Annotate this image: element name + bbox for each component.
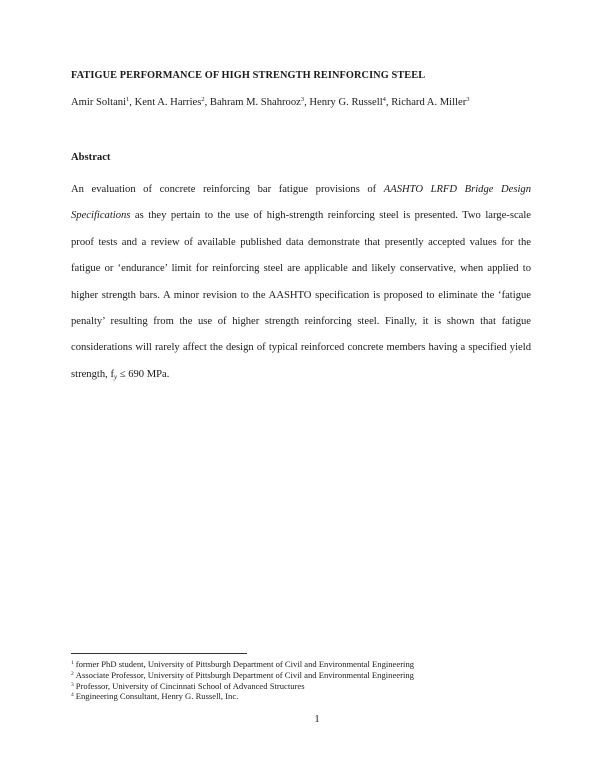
footnote: $^2$ Associate Professor, University of Pittsburgh Department of Civil and Environmental Engineering [71, 669, 414, 680]
affiliation-mark: 3 [466, 96, 470, 103]
author: Amir Soltani [71, 97, 127, 108]
affiliation-mark: 4 [382, 96, 386, 103]
footnote: $^4$ Engineering Consultant, Henry G. Russell, Inc. [71, 691, 239, 702]
author: Kent A. Harries [134, 97, 202, 108]
page-number: 1 [314, 714, 320, 725]
yield-strength-symbol: f [110, 368, 114, 380]
footnote: $^1$ former PhD student, University of Pittsburgh Department of Civil and Environmental Engineering [71, 659, 415, 669]
author: Bahram M. Shahrooz [209, 97, 301, 108]
affiliation-mark: 1 [126, 96, 130, 103]
footnote-divider [71, 653, 247, 654]
author: Henry G. Russell [309, 97, 383, 108]
footnotes [71, 659, 531, 702]
author-list: Amir Soltani$^1$, Kent A. Harries$^2$, Bahram M. Shahrooz$^3$, Henry G. Russell$^4$, Richard A. Miller$^3$ [71, 96, 470, 108]
affiliation-mark: 2 [201, 96, 205, 103]
abstract-heading: Abstract [71, 152, 111, 163]
affiliation-mark: 3 [300, 96, 305, 103]
author: Richard A. Miller [391, 97, 467, 108]
footnote: $^3$ Professor, University of Cincinnati School of Advanced Structures [71, 680, 305, 691]
abstract-body: An evaluation of concrete reinforcing bar fatigue provisions of AASHTO LRFD Bridge Design Specifications as they pertain to the use of high-strength reinforcing steel is presented. Two large-scale proof tests and a review of available published data demonstrate that presently accepted values for the fatigue or ‘endurance’ limit for reinforcing steel are applicable and likely conservative, when applied to higher strength bars. A minor revision to the AASHTO specification is proposed to eliminate the ‘fatigue penalty’ resulting from the use of higher strength reinforcing steel. Finally, it is shown that fatigue considerations will rarely affect the design of typical reinforced concrete members having a specified yield strength, $f_y \le 690$ MPa. [71, 184, 532, 381]
paper-title: FATIGUE PERFORMANCE OF HIGH STRENGTH REINFORCING STEEL [71, 70, 426, 81]
citation: AASHTO LRFD Bridge Design Specifications [71, 184, 532, 222]
